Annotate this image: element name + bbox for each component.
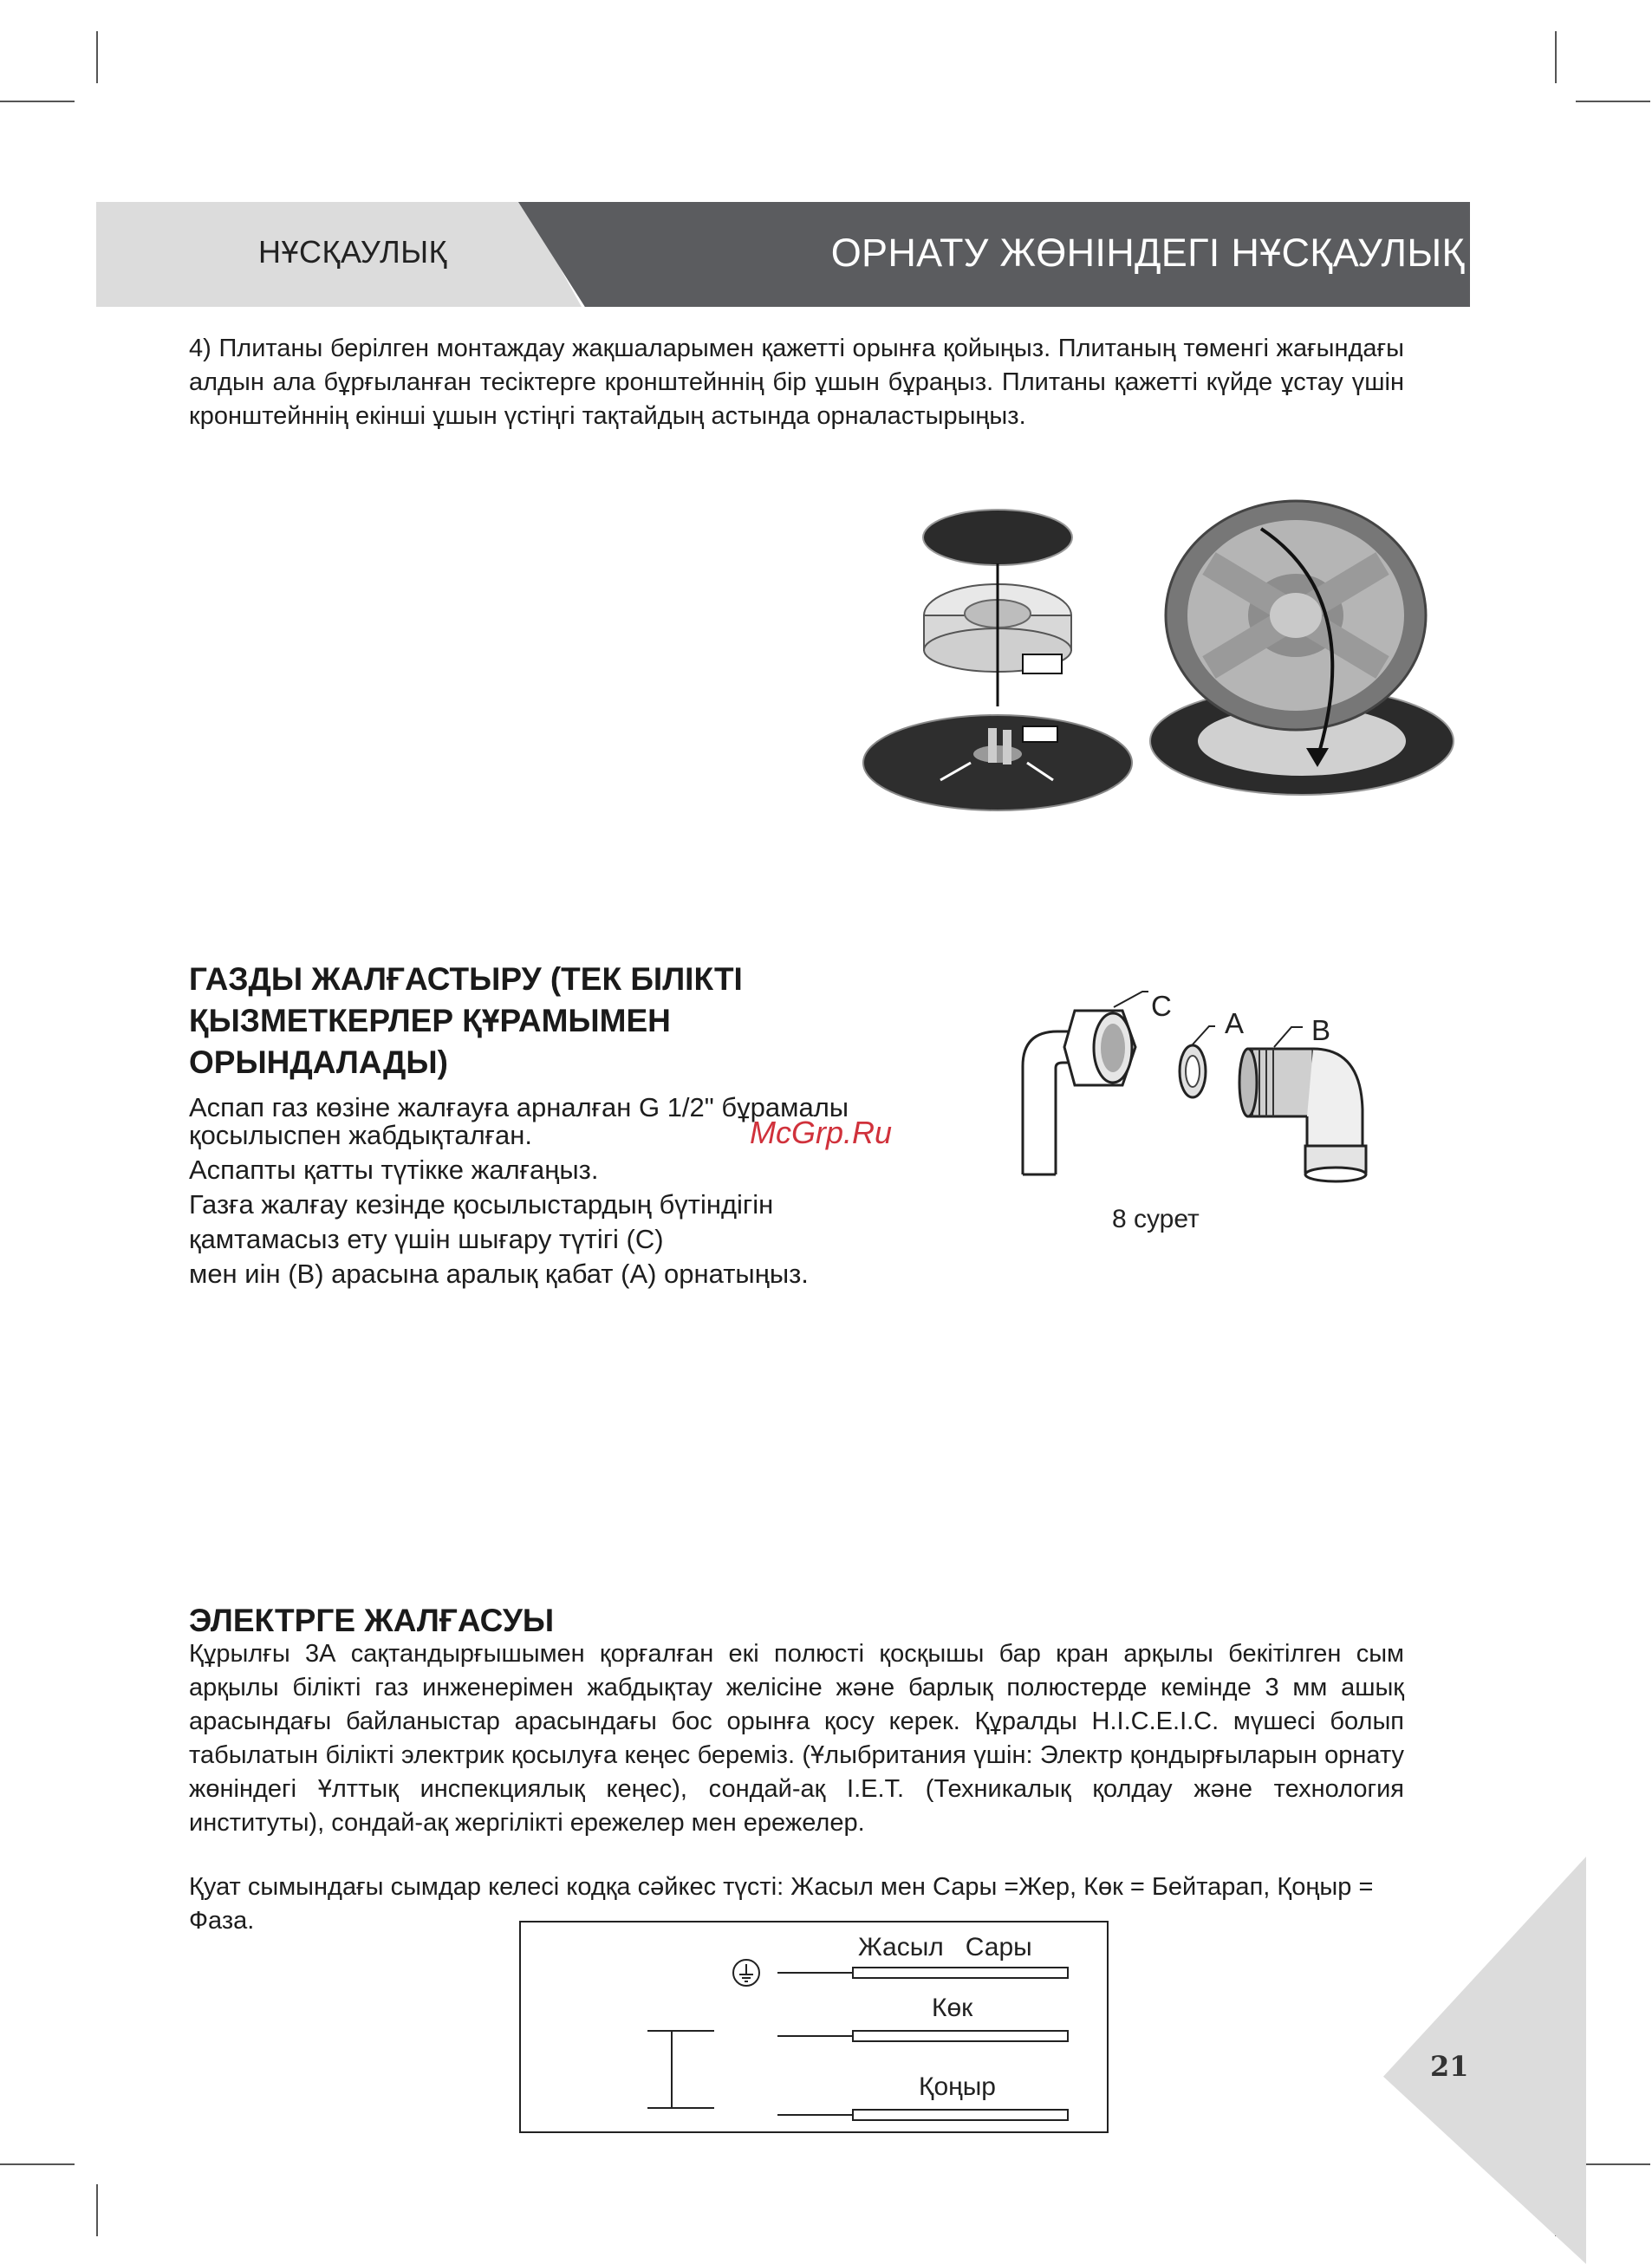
- gas-fitting-figure: [1014, 988, 1395, 1222]
- crop-mark: [1555, 31, 1557, 83]
- gas-heading-line: ОРЫНДАЛАДЫ): [189, 1044, 448, 1080]
- wire-label-live: Қоңыр: [919, 2072, 996, 2101]
- crop-mark: [1576, 101, 1650, 102]
- electric-paragraph: Құрылғы 3А сақтандырғышымен қорғалған екі полюсті қосқышы бар кран арқылы бекітілген сым арқылы білікті газ инженерімен жабдықтау желісіне және барлық полюстерде кемінде 3 мм ашық арасындағы байланыстар арасындағы бос орынға қосу керек. Құралды H.I.C.E.I.C. мүшесі болып табылатын білікті электрик қосылуға кеңес береміз. (Ұлыбритания үшін: Электр қондырғыларын орнату жөніндегі Ұлттық инспекциялық кеңес), сондай-ақ I.E.T. (Техникалық қолдау және технология институты), сондай-ақ жергілікті ережелер мен ережелер.: [189, 1640, 1404, 1837]
- figure-label-b: B: [1311, 1014, 1331, 1046]
- gas-line: мен иін (В) арасына аралық қабат (А) орнатыңыз.: [189, 1259, 809, 1289]
- page-number-tab: [1383, 1857, 1586, 2264]
- gas-line: Аспап газ көзіне жалғауға арналған G 1/2" бұрамалы: [189, 1092, 849, 1122]
- wire-color-paragraph: Қуат сымындағы сымдар келесі кодқа сәйкес түсті: Жасыл мен Сары =Жер, Көк = Бейтарап, Қоңыр = Фаза.: [189, 1873, 1374, 1935]
- gas-line: Газға жалғау кезінде қосылыстардың бүтіндігін: [189, 1189, 774, 1220]
- crop-mark: [96, 31, 98, 83]
- gas-heading-line: ҚЫЗМЕТКЕРЛЕР ҚҰРАМЫМЕН: [189, 1003, 671, 1038]
- gas-heading-line: ГАЗДЫ ЖАЛҒАСТЫРУ (ТЕК БІЛІКТІ: [189, 961, 743, 997]
- crop-mark: [96, 2184, 98, 2236]
- figure-caption: 8 сурет: [1112, 1205, 1200, 1233]
- step4-paragraph: 4) Плитаны берілген монтаждау жақшаларымен қажетті орынға қойыңыз. Плитаның төменгі жағындағы алдын ала бұрғыланған тесіктерге кронштейннің бір ұшын бұраңыз. Плитаны қажетті күйде ұстау үшін кронштейннің екінші ұшын үстіңгі тақтайдың астында орналастырыңыз.: [189, 335, 1404, 430]
- figure-label-c: C: [1151, 990, 1172, 1022]
- gas-line: қамтамасыз ету үшін шығару түтігі (С): [189, 1224, 664, 1254]
- watermark: McGrp.Ru: [750, 1115, 893, 1150]
- gas-line: қосылыспен жабдықталған.: [189, 1120, 532, 1150]
- page-number: 21: [1430, 2050, 1469, 2083]
- gas-heading: [189, 959, 743, 1083]
- electric-heading: ЭЛЕКТРГЕ ЖАЛҒАСУЫ: [189, 1603, 555, 1638]
- figure-label-a: A: [1225, 1007, 1245, 1039]
- crop-mark: [0, 2163, 75, 2165]
- header-left-title: НҰСҚАУЛЫҚ: [258, 234, 448, 270]
- header-right-title: ОРНАТУ ЖӨНІНДЕГІ НҰСҚАУЛЫҚ: [830, 231, 1465, 275]
- wire-label-neutral: Көк: [932, 1994, 973, 2022]
- crop-mark: [1576, 2163, 1650, 2165]
- wire-label-earth: Жасыл Сары: [858, 1933, 1032, 1961]
- burner-illustration: [854, 503, 1460, 806]
- crop-mark: [0, 101, 75, 102]
- gas-line: Аспапты қатты түтікке жалғаңыз.: [189, 1155, 599, 1185]
